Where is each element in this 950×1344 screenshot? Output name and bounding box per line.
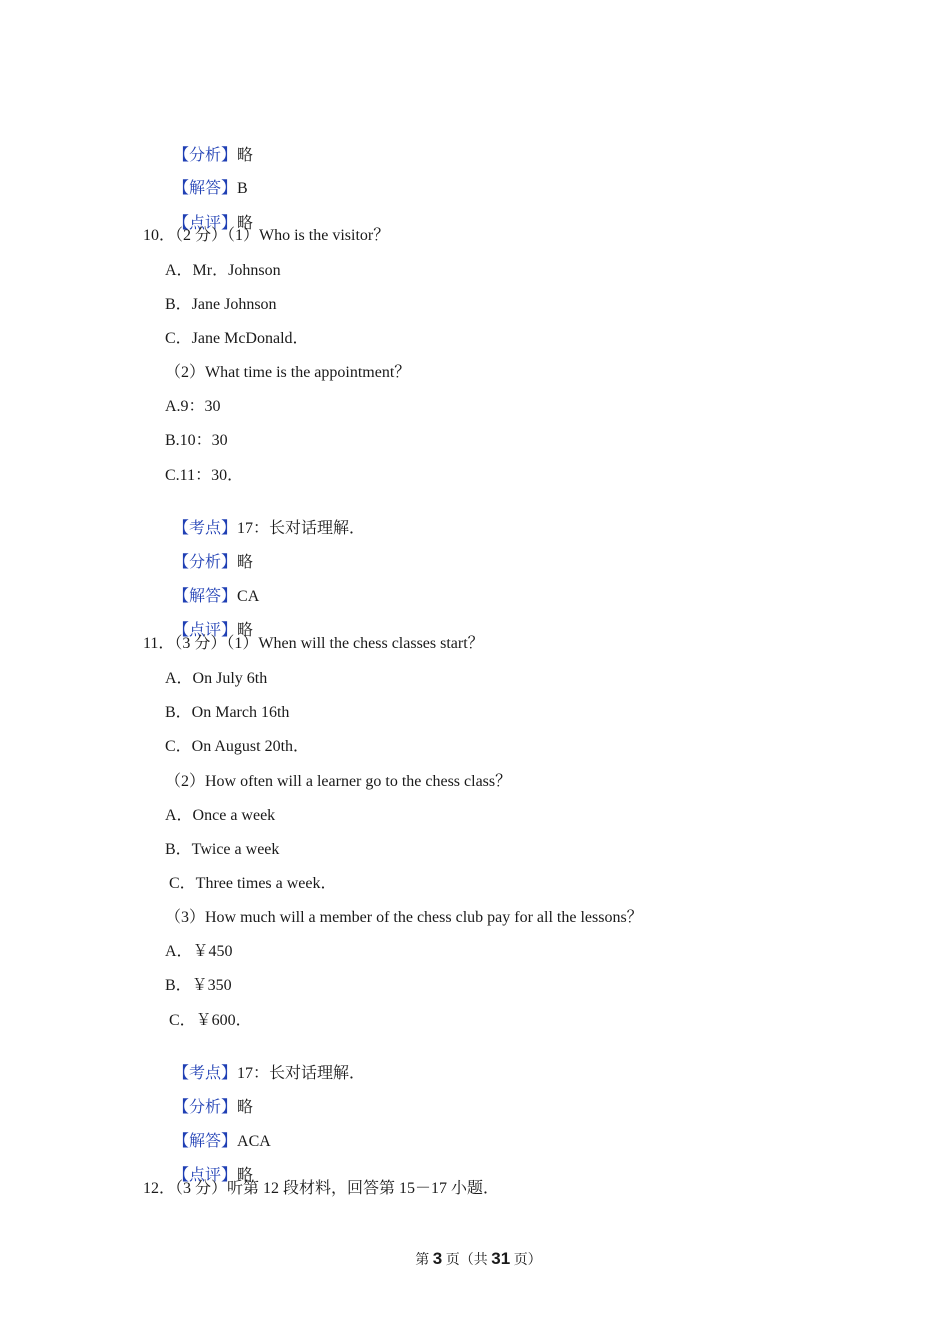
- footer-middle: 页（共: [442, 1253, 492, 1268]
- question-10: 10．（2 分）（1）Who is the visitor？: [143, 227, 390, 244]
- option-10-1-b: B．Jane Johnson: [165, 296, 277, 313]
- line-text: ACA: [237, 1133, 271, 1150]
- line-text: 略: [237, 215, 254, 232]
- option-11-1-a: A．On July 6th: [165, 670, 268, 687]
- question-10-2: （2）What time is the appointment？: [165, 364, 411, 381]
- line-comment-9: [165, 194, 254, 232]
- option-11-3-a: A．￥450: [165, 943, 233, 960]
- option-10-1-a: A．Mr．Johnson: [165, 262, 281, 279]
- line-analysis-11: [165, 1078, 254, 1116]
- option-11-3-c: C．￥600．: [169, 1012, 252, 1029]
- line-text: 17：长对话理解．: [237, 520, 366, 537]
- line-comment-11: [165, 1146, 254, 1184]
- line-text: CA: [237, 588, 260, 605]
- footer-suffix: 页）: [510, 1253, 542, 1268]
- question-11-2: （2）How often will a learner go to the chess class？: [165, 773, 512, 790]
- option-10-2-a: A.9：30: [165, 398, 221, 415]
- option-11-3-b: B．￥350: [165, 977, 232, 994]
- tag-answer: 【解答】: [173, 180, 238, 197]
- question-11: 11．（3 分）（1）When will the chess classes start？: [143, 635, 484, 652]
- question-11-3: （3）How much will a member of the chess club pay for all the lessons？: [165, 909, 643, 926]
- tag-answer: 【解答】: [173, 1133, 238, 1150]
- line-text: 略: [237, 1167, 254, 1184]
- line-keypoint-10: [165, 499, 366, 537]
- line-answer-10: [165, 567, 260, 605]
- page-footer: [0, 1229, 950, 1271]
- line-text: 略: [237, 554, 254, 571]
- option-11-2-a: A．Once a week: [165, 807, 276, 824]
- line-keypoint-11: [165, 1044, 366, 1082]
- line-answer-11: [165, 1112, 271, 1150]
- line-text: 17：长对话理解．: [237, 1065, 366, 1082]
- line-comment-10: [165, 601, 254, 639]
- option-10-1-c: C．Jane McDonald．: [165, 330, 309, 347]
- line-text: 略: [237, 147, 254, 164]
- line-analysis-10: [165, 533, 254, 571]
- option-10-2-c: C.11：30．: [165, 467, 244, 484]
- option-11-2-c: C．Three times a week．: [169, 875, 337, 892]
- tag-comment: 【点评】: [173, 622, 238, 639]
- tag-comment: 【点评】: [173, 1167, 238, 1184]
- tag-answer: 【解答】: [173, 588, 238, 605]
- tag-analysis: 【分析】: [173, 1099, 238, 1116]
- line-text: 略: [237, 622, 254, 639]
- tag-keypoint: 【考点】: [173, 520, 238, 537]
- tag-keypoint: 【考点】: [173, 1065, 238, 1082]
- line-analysis-9: [165, 126, 254, 164]
- tag-analysis: 【分析】: [173, 147, 238, 164]
- tag-comment: 【点评】: [173, 215, 238, 232]
- line-answer-9: [165, 159, 248, 197]
- option-10-2-b: B.10：30: [165, 432, 228, 449]
- current-page-number: 3: [432, 1249, 443, 1268]
- line-text: 略: [237, 1099, 254, 1116]
- tag-analysis: 【分析】: [173, 554, 238, 571]
- option-11-1-c: C．On August 20th．: [165, 738, 310, 755]
- option-11-1-b: B．On March 16th: [165, 704, 290, 721]
- option-11-2-b: B．Twice a week: [165, 841, 280, 858]
- footer-prefix: 第: [415, 1253, 433, 1268]
- question-12: 12．（3 分）听第 12 段材料，回答第 15－17 小题．: [143, 1180, 500, 1197]
- line-text: B: [237, 180, 248, 197]
- total-pages-number: 31: [491, 1249, 511, 1268]
